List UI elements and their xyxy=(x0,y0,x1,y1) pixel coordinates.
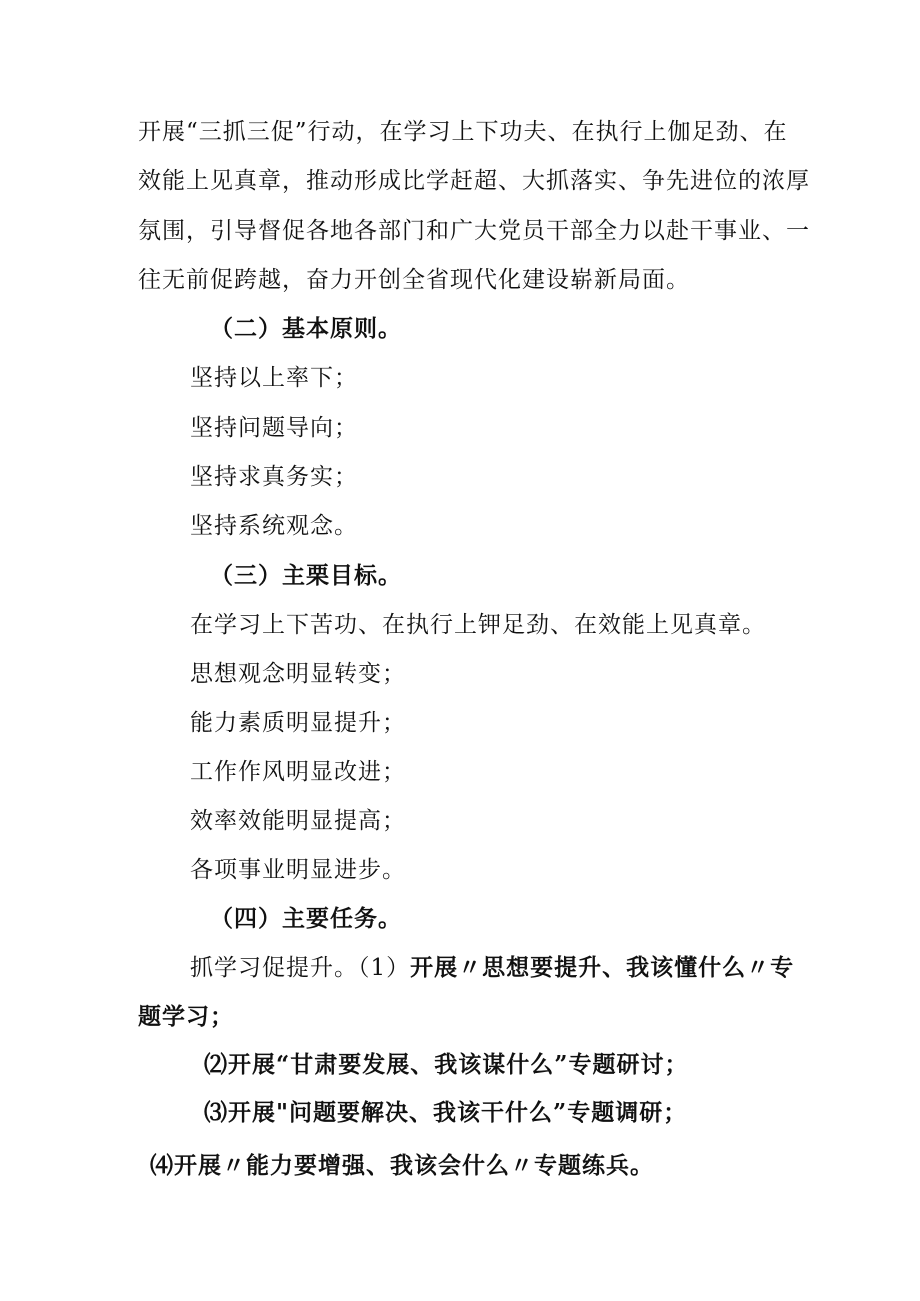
task-line-2: ⑵开展“甘肃要发展、我该谋什么”专题研讨； xyxy=(204,1051,689,1078)
section-heading-tasks: （四）主要任务。 xyxy=(210,905,402,932)
section-heading-goals: （三）主栗目标。 xyxy=(210,562,402,589)
list-item: 坚持问题导向； xyxy=(190,415,358,441)
list-item: 思想观念明显转变； xyxy=(190,661,406,687)
task-line-1 xyxy=(190,953,794,983)
list-item: 能力素质明显提升； xyxy=(190,710,406,736)
list-item: 效率效能明显提高； xyxy=(190,808,406,834)
list-item: 坚持以上率下； xyxy=(190,365,358,391)
paragraph-line: 效能上见真章，推动形成比学赶超、大抓落实、争先进位的浓厚 xyxy=(138,168,810,194)
list-item: 坚持系统观念。 xyxy=(190,513,358,539)
task-lead-text: 抓学习促提升。（1） xyxy=(190,955,411,981)
list-item: 坚持求真务实； xyxy=(190,464,358,490)
task-line-4: ⑷开展〃能力要增强、我该会什么〃专题练兵。 xyxy=(150,1152,654,1179)
task-line-3: ⑶开展"问题要解决、我该干什么”专题调研； xyxy=(204,1099,688,1126)
task-bold-text: 开展〃思想要提升、我该懂什么〃专 xyxy=(410,954,795,981)
task-line-1-cont: 题学习； xyxy=(138,1003,234,1030)
section-heading-principles: （二）基本原则。 xyxy=(210,315,402,342)
list-item: 工作作风明显改进； xyxy=(190,759,406,785)
list-item: 在学习上下苦功、在执行上钾足劲、在效能上见真章。 xyxy=(190,612,766,638)
paragraph-line: 氛围，引导督促各地各部门和广大党员干部全力以赴干事业、一 xyxy=(138,218,810,244)
paragraph-line: 开展“三抓三促”行动，在学习上下功夫、在执行上伽足劲、在 xyxy=(138,119,788,145)
list-item: 各项事业明显进步。 xyxy=(190,857,406,883)
paragraph-line: 往无前促跨越，奋力开创全省现代化建设崭新局面。 xyxy=(138,267,690,293)
